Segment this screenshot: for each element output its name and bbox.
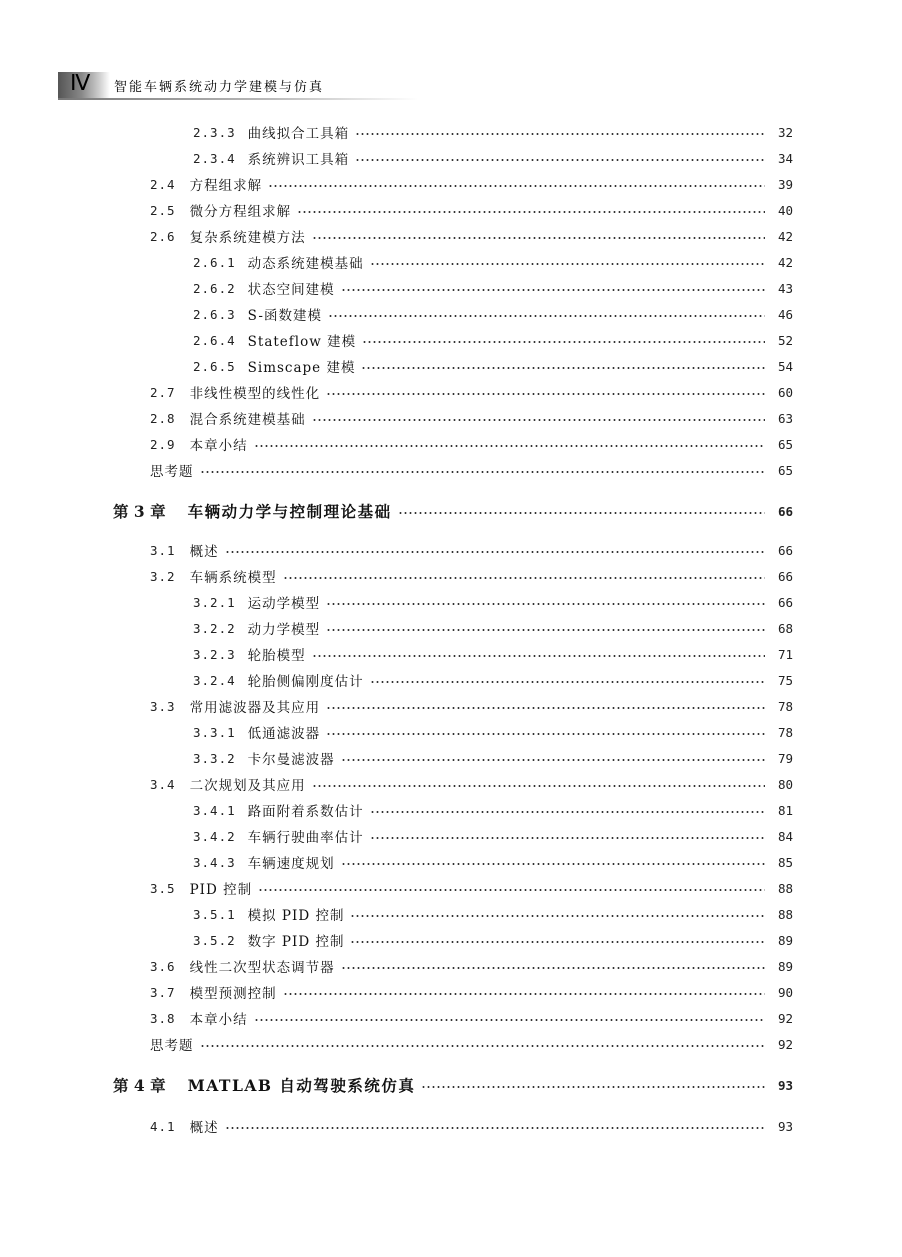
toc-section-number: 3.5.2 <box>193 932 236 948</box>
toc-page-number: 71 <box>777 646 793 662</box>
toc-page-number: 78 <box>777 698 793 714</box>
toc-page-number: 78 <box>777 724 793 740</box>
toc-leader-dots <box>421 1086 765 1088</box>
toc-title: 低通滤波器 <box>247 726 321 742</box>
toc-section-number: 3.4.1 <box>193 802 236 818</box>
toc-leader-dots <box>355 133 765 135</box>
toc-entry[interactable] <box>193 121 793 143</box>
toc-section-number: 3.4.3 <box>193 854 236 870</box>
toc-entry[interactable] <box>193 643 793 665</box>
toc-page-number: 89 <box>777 932 793 948</box>
toc-leader-dots <box>326 603 765 605</box>
toc-title: 卡尔曼滤波器 <box>247 752 335 768</box>
toc-section-number: 3.3 <box>150 698 176 714</box>
toc-title: MATLAB 自动驾驶系统仿真 <box>187 1076 416 1095</box>
toc-leader-dots <box>254 1019 765 1021</box>
toc-title: 概述 <box>189 1120 219 1136</box>
toc-page-number: 54 <box>777 358 793 374</box>
toc-entry[interactable] <box>193 929 793 951</box>
toc-section-number: 3.2 <box>150 568 176 584</box>
toc-title: 路面附着系数估计 <box>247 804 364 820</box>
toc-page-number: 42 <box>777 228 793 244</box>
toc-entry[interactable] <box>193 825 793 847</box>
toc-page-number: 92 <box>777 1036 793 1052</box>
toc-entry[interactable] <box>150 565 793 587</box>
toc-title: 常用滤波器及其应用 <box>189 700 321 716</box>
toc-page-number: 89 <box>777 958 793 974</box>
toc-page-number: 43 <box>777 280 793 296</box>
toc-page-number: 75 <box>777 672 793 688</box>
toc-leader-dots <box>370 681 765 683</box>
toc-entry[interactable] <box>150 1115 793 1137</box>
toc-entry[interactable] <box>150 1007 793 1029</box>
toc-page-number: 90 <box>777 984 793 1000</box>
toc-page-number: 84 <box>777 828 793 844</box>
toc-entry[interactable] <box>193 303 793 325</box>
toc-section-number: 2.5 <box>150 202 176 218</box>
toc-section-number: 3.6 <box>150 958 176 974</box>
toc-leader-dots <box>258 889 765 891</box>
toc-entry[interactable] <box>193 591 793 613</box>
book-title: 智能车辆系统动力学建模与仿真 <box>114 80 325 95</box>
toc-section-number: 3.1 <box>150 542 176 558</box>
toc-title: 轮胎侧偏刚度估计 <box>247 674 364 690</box>
toc-page-number: 32 <box>777 124 793 140</box>
toc-entry[interactable] <box>150 695 793 717</box>
toc-section-number: 2.6.3 <box>193 306 236 322</box>
page-number-roman: Ⅳ <box>70 70 92 95</box>
toc-section-number: 3.4.2 <box>193 828 236 844</box>
toc-leader-dots <box>312 655 765 657</box>
toc-title: 系统辨识工具箱 <box>247 152 350 168</box>
toc-leader-dots <box>225 1127 765 1129</box>
toc-section-number: 3.8 <box>150 1010 176 1026</box>
toc-title: 动力学模型 <box>247 622 321 638</box>
toc-page-number: 88 <box>777 906 793 922</box>
toc-section-number: 2.6.5 <box>193 358 236 374</box>
toc-section-number: 2.3.3 <box>193 124 236 140</box>
toc-leader-dots <box>200 1045 766 1047</box>
toc-leader-dots <box>370 811 765 813</box>
toc-chapter-entry[interactable] <box>113 1074 793 1096</box>
toc-leader-dots <box>200 471 766 473</box>
toc-leader-dots <box>283 577 765 579</box>
toc-leader-dots <box>283 993 765 995</box>
toc-title: 模拟 PID 控制 <box>247 908 345 924</box>
toc-section-number: 3.5.1 <box>193 906 236 922</box>
toc-leader-dots <box>398 512 765 514</box>
toc-entry[interactable] <box>193 147 793 169</box>
toc-section-number: 2.4 <box>150 176 176 192</box>
toc-section-number: 4.1 <box>150 1118 176 1134</box>
toc-title: 本章小结 <box>189 438 248 454</box>
toc-title: 微分方程组求解 <box>189 204 292 220</box>
toc-leader-dots <box>370 263 765 265</box>
toc-page-number: 52 <box>777 332 793 348</box>
toc-title: 车辆行驶曲率估计 <box>247 830 364 846</box>
toc-page-number: 42 <box>777 254 793 270</box>
toc-title: 方程组求解 <box>189 178 263 194</box>
toc-page-number: 66 <box>777 542 793 558</box>
toc-page-number: 88 <box>777 880 793 896</box>
toc-entry[interactable] <box>150 459 793 481</box>
toc-title: 非线性模型的线性化 <box>189 386 321 402</box>
toc-section-number: 2.9 <box>150 436 176 452</box>
toc-section-number: 2.6 <box>150 228 176 244</box>
toc-section-number: 2.7 <box>150 384 176 400</box>
toc-leader-dots <box>268 185 765 187</box>
toc-section-number: 2.6.2 <box>193 280 236 296</box>
toc-leader-dots <box>355 159 765 161</box>
toc-entry[interactable] <box>150 433 793 455</box>
toc-leader-dots <box>362 341 765 343</box>
toc-page-number: 85 <box>777 854 793 870</box>
toc-title: 模型预测控制 <box>189 986 277 1002</box>
toc-page-number: 93 <box>777 1118 793 1134</box>
toc-page-number: 46 <box>777 306 793 322</box>
toc-entry[interactable] <box>193 747 793 769</box>
toc-entry[interactable] <box>150 407 793 429</box>
toc-section-number: 2.6.4 <box>193 332 236 348</box>
toc-leader-dots <box>341 759 765 761</box>
toc-section-number: 3.5 <box>150 880 176 896</box>
toc-title: 车辆系统模型 <box>189 570 277 586</box>
toc-leader-dots <box>225 551 765 553</box>
toc-entry[interactable] <box>193 355 793 377</box>
toc-entry[interactable] <box>150 381 793 403</box>
toc-page-number: 65 <box>777 462 793 478</box>
toc-section-number: 3.3.1 <box>193 724 236 740</box>
toc-section-number: 3.2.3 <box>193 646 236 662</box>
toc-section-number: 3.2.1 <box>193 594 236 610</box>
toc-title: 曲线拟合工具箱 <box>247 126 350 142</box>
toc-leader-dots <box>326 393 765 395</box>
toc-page-number: 68 <box>777 620 793 636</box>
toc-title: Simscape 建模 <box>247 360 356 376</box>
toc-leader-dots <box>341 967 765 969</box>
toc-leader-dots <box>312 785 765 787</box>
toc-chapter-entry[interactable] <box>113 500 793 522</box>
toc-section-number: 2.6.1 <box>193 254 236 270</box>
toc-entry[interactable] <box>193 329 793 351</box>
toc-entry[interactable] <box>193 251 793 273</box>
toc-title: 思考题 <box>150 464 194 480</box>
toc-page-number: 40 <box>777 202 793 218</box>
toc-leader-dots <box>370 837 765 839</box>
toc-entry[interactable] <box>193 277 793 299</box>
toc-entry[interactable] <box>150 539 793 561</box>
toc-chapter-number: 第 4 章 <box>113 1076 166 1095</box>
toc-leader-dots <box>341 289 765 291</box>
toc-page-number: 60 <box>777 384 793 400</box>
toc-page-number: 93 <box>777 1077 793 1093</box>
toc-chapter-number: 第 3 章 <box>113 502 166 521</box>
toc-section-number: 3.2.4 <box>193 672 236 688</box>
toc-title: 混合系统建模基础 <box>189 412 306 428</box>
toc-entry[interactable] <box>193 669 793 691</box>
toc-leader-dots <box>350 941 765 943</box>
toc-leader-dots <box>297 211 765 213</box>
toc-section-number: 3.3.2 <box>193 750 236 766</box>
toc-title: 车辆速度规划 <box>247 856 335 872</box>
toc-title: 复杂系统建模方法 <box>189 230 306 246</box>
toc-page-number: 34 <box>777 150 793 166</box>
toc-leader-dots <box>254 445 765 447</box>
toc-page-number: 81 <box>777 802 793 818</box>
toc-title: 概述 <box>189 544 219 560</box>
toc-page-number: 63 <box>777 410 793 426</box>
toc-entry[interactable] <box>150 955 793 977</box>
toc-entry[interactable] <box>193 617 793 639</box>
toc-entry[interactable] <box>150 173 793 195</box>
toc-leader-dots <box>326 629 765 631</box>
toc-entry[interactable] <box>150 981 793 1003</box>
toc-entry[interactable] <box>150 225 793 247</box>
toc-title: 动态系统建模基础 <box>247 256 364 272</box>
toc-title: 线性二次型状态调节器 <box>189 960 335 976</box>
toc-entry[interactable] <box>193 799 793 821</box>
toc-entry[interactable] <box>150 1033 793 1055</box>
toc-title: 轮胎模型 <box>247 648 306 664</box>
toc-page-number: 66 <box>777 594 793 610</box>
toc-title: 运动学模型 <box>247 596 321 612</box>
toc-section-number: 3.2.2 <box>193 620 236 636</box>
toc-page-number: 80 <box>777 776 793 792</box>
toc-page-number: 65 <box>777 436 793 452</box>
toc-entry[interactable] <box>193 903 793 925</box>
toc-page-number: 79 <box>777 750 793 766</box>
toc-entry[interactable] <box>193 851 793 873</box>
toc-leader-dots <box>312 419 765 421</box>
toc-title: PID 控制 <box>189 882 253 898</box>
toc-title: 本章小结 <box>189 1012 248 1028</box>
toc-title: 车辆动力学与控制理论基础 <box>187 502 392 521</box>
toc-leader-dots <box>350 915 765 917</box>
toc-leader-dots <box>326 733 765 735</box>
toc-leader-dots <box>341 863 765 865</box>
toc-title: 二次规划及其应用 <box>189 778 306 794</box>
toc-entry[interactable] <box>150 877 793 899</box>
toc-page-number: 66 <box>777 503 793 519</box>
toc-section-number: 3.4 <box>150 776 176 792</box>
toc-page-number: 39 <box>777 176 793 192</box>
toc-title: Stateflow 建模 <box>247 334 357 350</box>
toc-section-number: 2.3.4 <box>193 150 236 166</box>
toc-title: 状态空间建模 <box>247 282 335 298</box>
toc-title: S-函数建模 <box>247 308 322 324</box>
toc-leader-dots <box>328 315 765 317</box>
toc-entry[interactable] <box>150 199 793 221</box>
toc-section-number: 3.7 <box>150 984 176 1000</box>
toc-leader-dots <box>326 707 765 709</box>
toc-title: 数字 PID 控制 <box>247 934 345 950</box>
toc-entry[interactable] <box>193 721 793 743</box>
toc-entry[interactable] <box>150 773 793 795</box>
toc-leader-dots <box>361 367 765 369</box>
toc-section-number: 2.8 <box>150 410 176 426</box>
toc-title: 思考题 <box>150 1038 194 1054</box>
toc-page-number: 92 <box>777 1010 793 1026</box>
toc-page-number: 66 <box>777 568 793 584</box>
toc-leader-dots <box>312 237 765 239</box>
